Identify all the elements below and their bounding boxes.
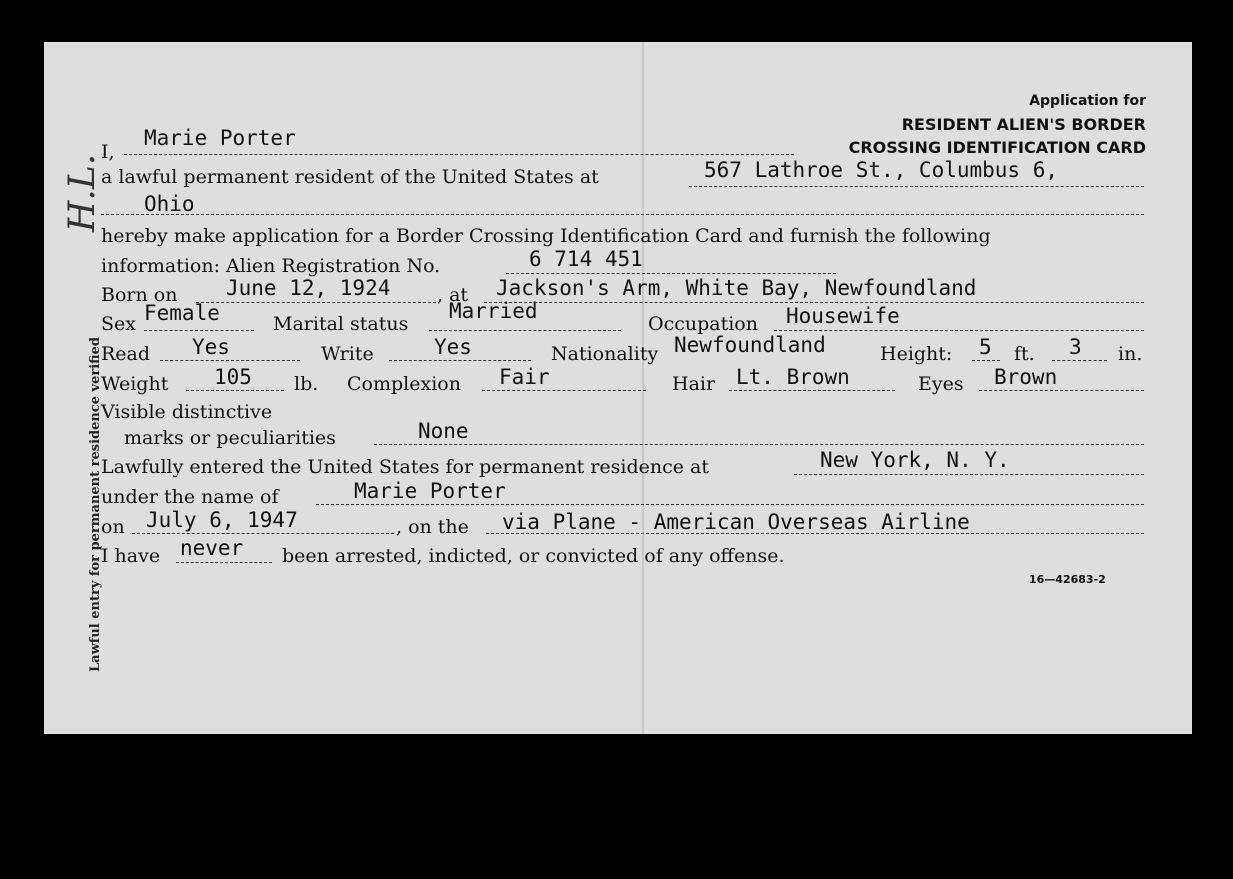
rule-born-place: [484, 302, 1144, 303]
rule-address: [689, 186, 1144, 187]
label-arrested: been arrested, indicted, or convicted of any offense.: [282, 545, 785, 567]
label-eyes: Eyes: [918, 373, 964, 395]
label-on-the: , on the: [396, 516, 469, 538]
value-occupation: Housewife: [786, 304, 900, 328]
value-address-2: Ohio: [144, 192, 195, 216]
value-alien-no: 6 714 451: [529, 247, 643, 271]
label-complexion: Complexion: [347, 373, 461, 395]
value-marks: None: [418, 419, 469, 443]
rule-hair: [729, 390, 895, 391]
label-i: I,: [101, 141, 115, 163]
rule-marks: [374, 444, 1144, 445]
label-on: on: [101, 516, 125, 538]
label-resident-at: a lawful permanent resident of the United States at: [101, 166, 599, 188]
label-entered: Lawfully entered the United States for permanent residence at: [101, 456, 710, 478]
label-marital: Marital status: [273, 313, 409, 335]
rule-write: [389, 360, 531, 361]
value-nationality: Newfoundland: [674, 333, 826, 357]
rule-arrest: [176, 562, 272, 563]
value-sex: Female: [144, 301, 220, 325]
rule-sex: [144, 330, 254, 331]
rule-read: [160, 360, 300, 361]
value-read: Yes: [192, 335, 230, 359]
label-visible-1: Visible distinctive: [101, 401, 273, 423]
rule-entry-date: [132, 533, 394, 534]
value-hair: Lt. Brown: [736, 365, 850, 389]
label-sex: Sex: [101, 313, 136, 335]
application-card: [44, 42, 1192, 734]
label-lb: lb.: [294, 373, 319, 395]
label-weight: Weight: [101, 373, 169, 395]
rule-complexion: [482, 390, 646, 391]
rule-occupation: [774, 330, 1144, 331]
header-line-3: CROSSING IDENTIFICATION CARD: [848, 138, 1146, 157]
value-name: Marie Porter: [144, 126, 296, 150]
value-address: 567 Lathroe St., Columbus 6,: [704, 158, 1059, 182]
value-height-in: 3: [1069, 335, 1082, 359]
label-height: Height:: [880, 343, 953, 365]
value-entry-name: Marie Porter: [354, 479, 506, 503]
value-eyes: Brown: [994, 365, 1058, 389]
value-entry-date: July 6, 1947: [146, 508, 298, 532]
label-hair: Hair: [672, 373, 716, 395]
value-vessel: via Plane - American Overseas Airline: [502, 510, 970, 534]
label-alien-reg: information: Alien Registration No.: [101, 255, 441, 277]
value-complexion: Fair: [499, 365, 550, 389]
label-visible-2: marks or peculiarities: [124, 427, 336, 449]
rule-marital: [429, 330, 621, 331]
label-hereby: hereby make application for a Border Crossing Identification Card and furnish the following: [101, 225, 991, 247]
rule-name: [124, 154, 794, 155]
value-height-ft: 5: [979, 335, 992, 359]
verification-side-note: Lawful entry for permanent residence verified: [88, 337, 103, 672]
rule-alien-no: [506, 273, 836, 274]
rule-entry-name: [316, 504, 1144, 505]
label-in: in.: [1118, 343, 1143, 365]
label-i-have: I have: [101, 545, 161, 567]
label-born-on: Born on: [101, 284, 178, 306]
label-at: , at: [437, 284, 469, 306]
label-read: Read: [101, 343, 151, 365]
fold-crease: [642, 42, 644, 734]
value-write: Yes: [434, 335, 472, 359]
form-number: 16—42683-2: [1029, 573, 1106, 586]
value-arrest: never: [180, 536, 244, 560]
value-marital: Married: [449, 299, 538, 323]
value-port: New York, N. Y.: [820, 448, 1010, 472]
rule-born-date: [196, 302, 436, 303]
handwritten-initials: H.L.: [62, 153, 103, 232]
rule-port: [794, 474, 1144, 475]
rule-height-ft: [972, 360, 1000, 361]
label-under-name: under the name of: [101, 486, 279, 508]
label-write: Write: [321, 343, 374, 365]
form-header: [849, 90, 1146, 159]
header-line-2: RESIDENT ALIEN'S BORDER: [901, 115, 1146, 134]
label-occupation: Occupation: [648, 313, 758, 335]
value-born-date: June 12, 1924: [226, 276, 391, 300]
rule-vessel: [486, 533, 1144, 534]
rule-weight: [186, 390, 284, 391]
value-born-place: Jackson's Arm, White Bay, Newfoundland: [496, 276, 977, 300]
value-weight: 105: [214, 365, 252, 389]
rule-address-2: [101, 214, 1144, 215]
label-nationality: Nationality: [551, 343, 659, 365]
rule-height-in: [1052, 360, 1107, 361]
rule-eyes: [979, 390, 1144, 391]
label-ft: ft.: [1014, 343, 1035, 365]
header-line-1: Application for: [1029, 93, 1146, 109]
